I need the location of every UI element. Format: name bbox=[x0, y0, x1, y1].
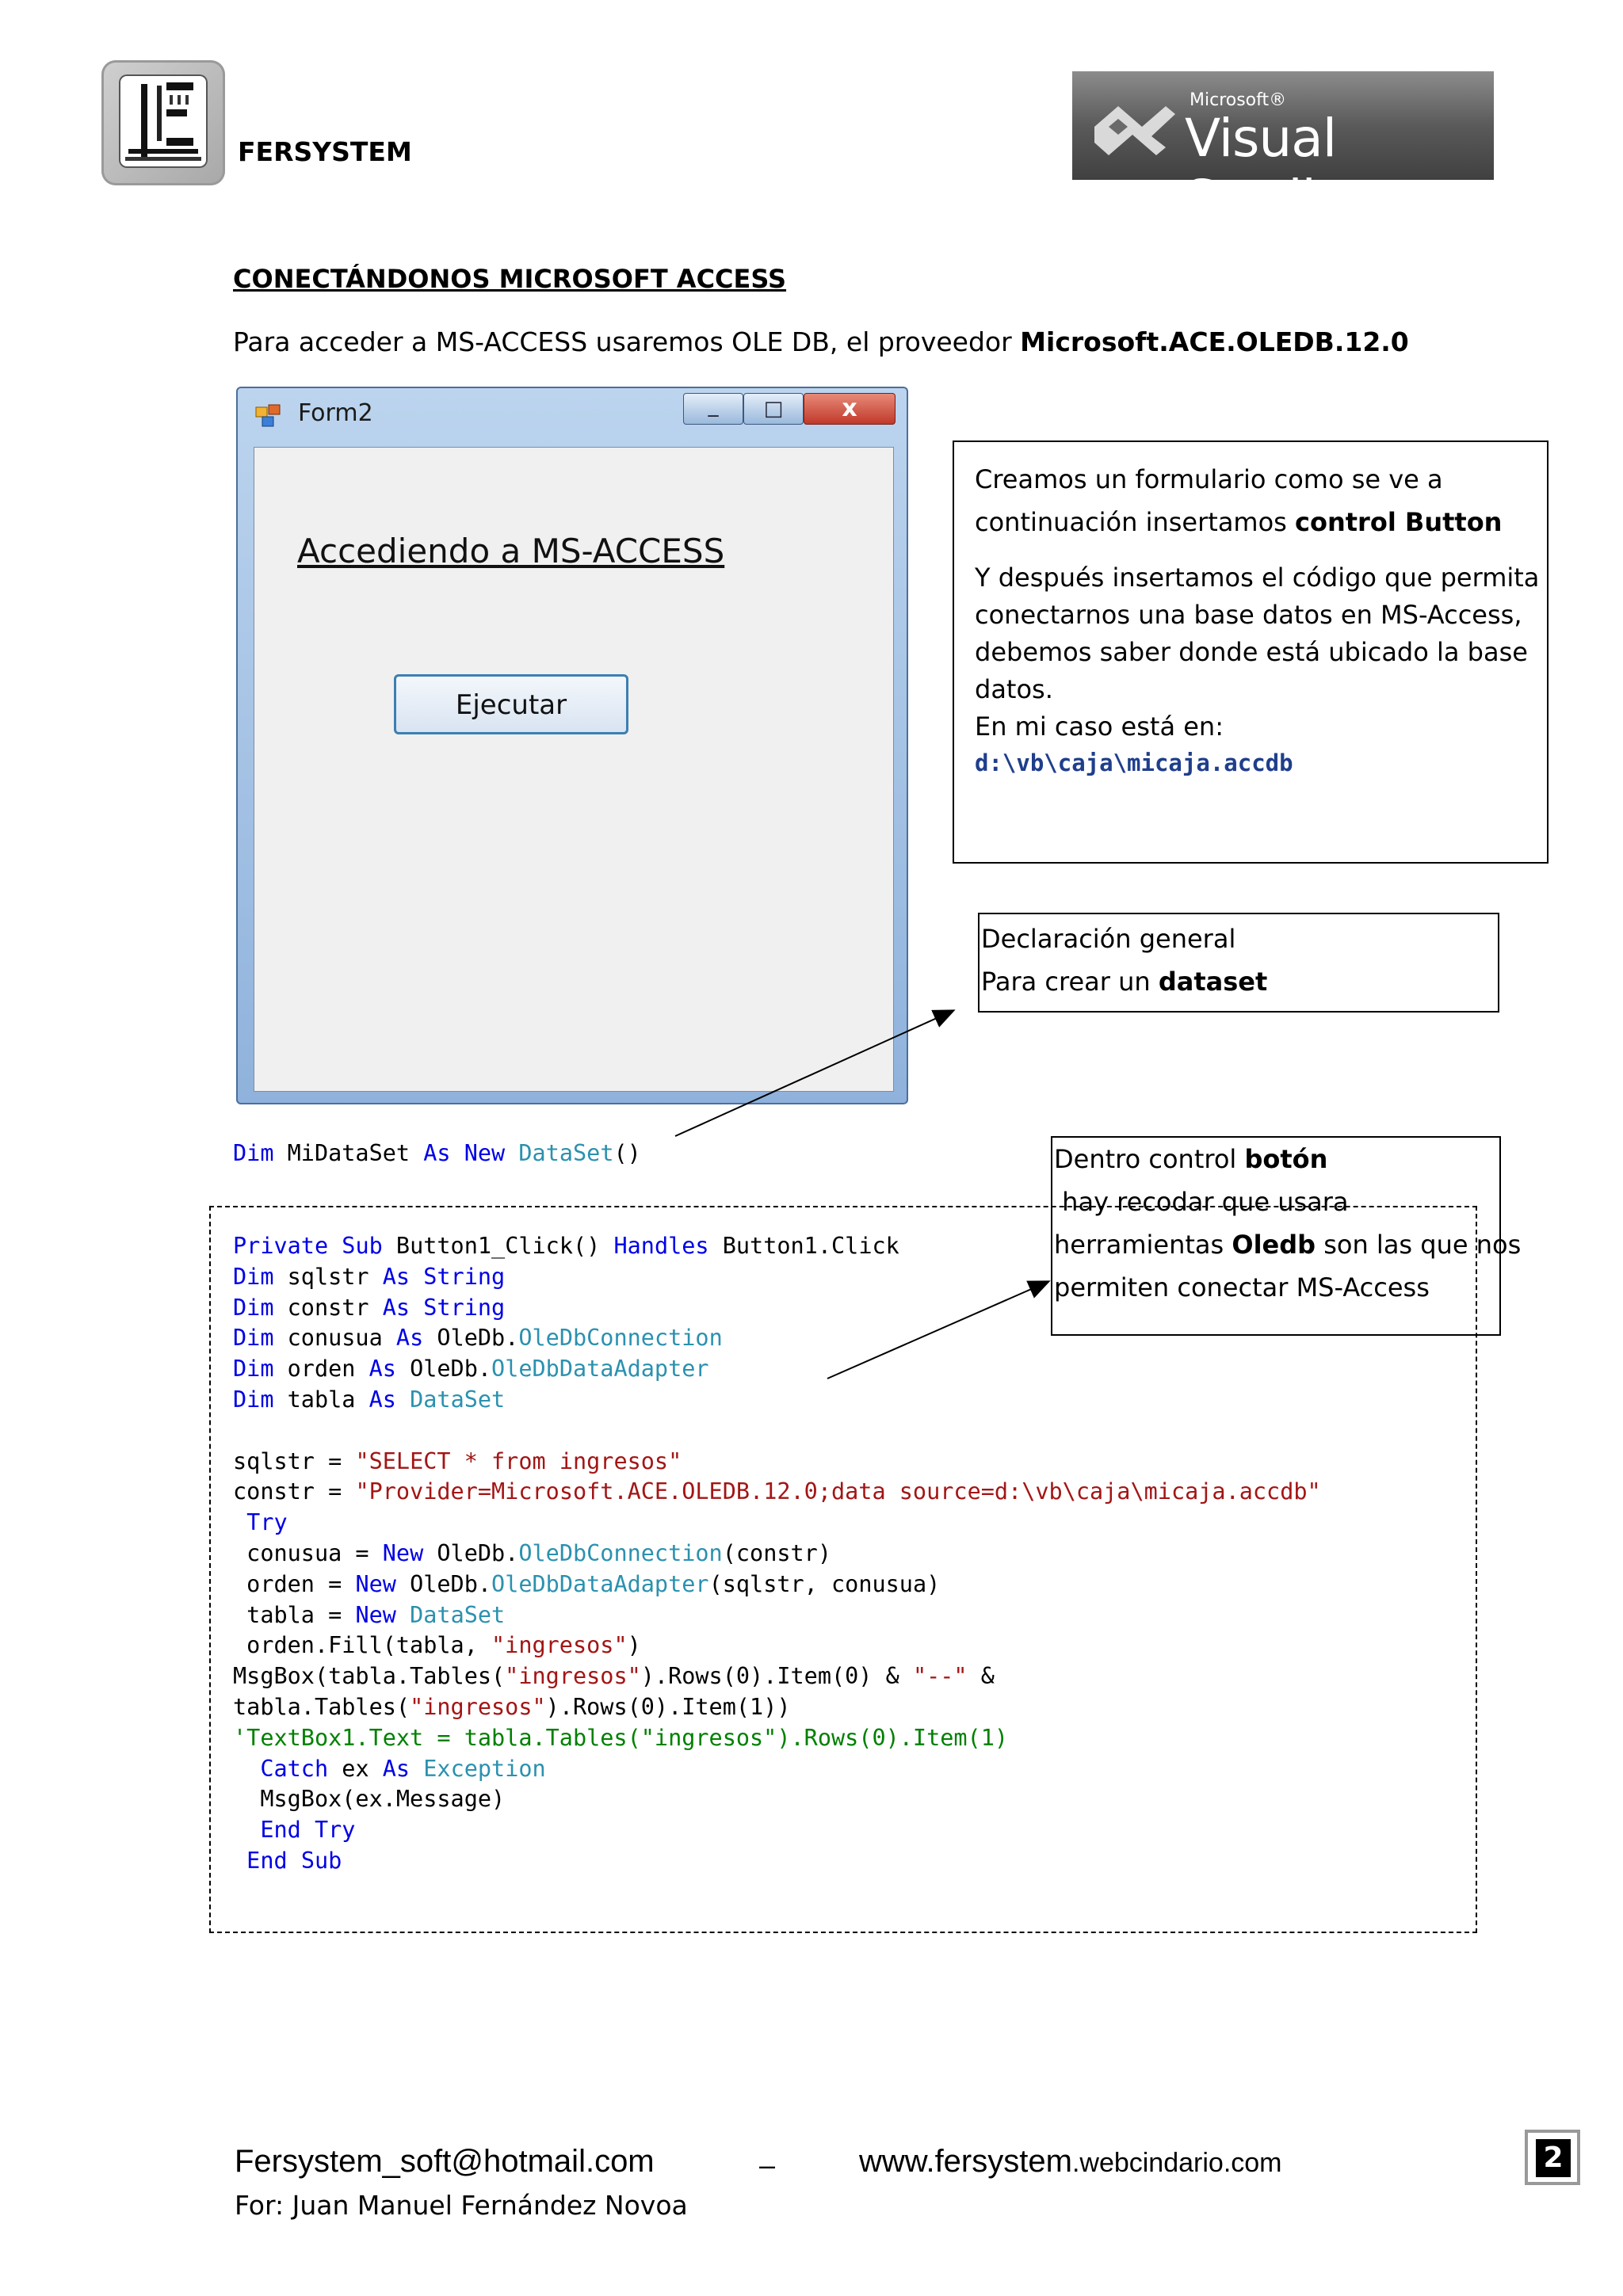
code-text: MsgBox(ex.Message) bbox=[233, 1786, 506, 1813]
note2-line2-bold: dataset bbox=[1158, 967, 1268, 997]
microsoft-wordmark: Microsoft® bbox=[1190, 90, 1287, 110]
code-text: constr bbox=[273, 1294, 383, 1321]
code-text bbox=[233, 1848, 246, 1874]
code-line bbox=[233, 1815, 1321, 1846]
note3-line4: permiten conectar MS-Access bbox=[1054, 1272, 1430, 1302]
code-text: tabla.Tables( bbox=[233, 1693, 411, 1720]
code-text: OleDb. bbox=[395, 1356, 492, 1383]
kw: As bbox=[382, 1263, 411, 1290]
code-line bbox=[233, 1630, 1321, 1661]
kw: End bbox=[260, 1817, 301, 1844]
code-text bbox=[396, 1386, 410, 1413]
code-line bbox=[233, 1569, 1321, 1600]
code-text bbox=[233, 1756, 260, 1782]
code-blank-line bbox=[233, 1416, 1321, 1447]
code-text: OleDb. bbox=[423, 1539, 519, 1566]
code-line bbox=[233, 1754, 1321, 1785]
footer-separator: – bbox=[759, 2149, 776, 2181]
code-line bbox=[233, 1784, 1321, 1815]
string: "ingresos" bbox=[505, 1663, 641, 1690]
code-text: (sqlstr, conusua) bbox=[708, 1570, 941, 1597]
form-title: Form2 bbox=[298, 399, 373, 427]
code-text bbox=[396, 1602, 410, 1628]
minimize-icon: _ bbox=[708, 394, 719, 418]
comment: 'TextBox1.Text = tabla.Tables("ingresos").Rows(0).Item(1) bbox=[233, 1724, 1009, 1751]
kw: Try bbox=[246, 1509, 288, 1536]
maximize-icon: □ bbox=[763, 397, 784, 421]
note1-p2-line2: conectarnos una base datos en MS-Access, bbox=[975, 600, 1522, 630]
kw: String bbox=[423, 1263, 506, 1290]
code-text: sqlstr bbox=[273, 1263, 383, 1290]
code-text bbox=[301, 1817, 315, 1843]
code-line bbox=[233, 1508, 1321, 1539]
page-heading: CONECTÁNDONOS MICROSOFT ACCESS bbox=[233, 264, 787, 294]
kw: String bbox=[423, 1294, 506, 1321]
type: DataSet bbox=[518, 1140, 614, 1166]
kw: Handles bbox=[613, 1233, 709, 1259]
code-text bbox=[410, 1295, 423, 1321]
note3-line2: hay recodar que usara bbox=[1054, 1187, 1349, 1217]
code-text: () bbox=[613, 1140, 641, 1166]
code-text bbox=[233, 1509, 246, 1535]
code-text: ).Rows(0).Item(0) & bbox=[640, 1663, 913, 1690]
string: "ingresos" bbox=[410, 1693, 546, 1720]
code-text: MsgBox(tabla.Tables( bbox=[233, 1663, 506, 1690]
code-text: orden = bbox=[233, 1570, 356, 1597]
code-dataset-declaration bbox=[233, 1138, 641, 1169]
type: Exception bbox=[423, 1755, 546, 1782]
code-text: orden.Fill(tabla, bbox=[233, 1632, 492, 1659]
footer-website-domain: .webcindario.com bbox=[1071, 2148, 1282, 2178]
kw: Private bbox=[233, 1233, 329, 1259]
code-text: (constr) bbox=[722, 1539, 832, 1566]
code-line bbox=[233, 1385, 1321, 1416]
code-text: conusua bbox=[273, 1325, 396, 1352]
footer-website bbox=[859, 2144, 1282, 2180]
kw: As bbox=[382, 1294, 411, 1321]
kw: End bbox=[246, 1847, 288, 1874]
note3-line1-text: Dentro control bbox=[1054, 1144, 1245, 1174]
type: OleDbDataAdapter bbox=[491, 1570, 709, 1597]
kw: As bbox=[395, 1325, 424, 1352]
brand-name: FERSYSTEM bbox=[238, 136, 412, 167]
code-line bbox=[233, 1354, 1321, 1385]
close-icon: x bbox=[842, 395, 857, 422]
string: "ingresos" bbox=[491, 1632, 628, 1659]
kw: New bbox=[355, 1601, 396, 1628]
kw: Dim bbox=[233, 1263, 274, 1290]
code-text: MiDataSet bbox=[273, 1140, 424, 1166]
code-line bbox=[233, 1477, 1321, 1508]
code-line bbox=[233, 1692, 1321, 1723]
footer-email: Fersystem_soft@hotmail.com bbox=[235, 2144, 655, 2179]
kw: As bbox=[369, 1386, 396, 1413]
note3-line3-bold: Oledb bbox=[1232, 1230, 1316, 1260]
arrow-to-declaration bbox=[675, 1011, 953, 1136]
form-label: Accediendo a MS-ACCESS bbox=[297, 532, 725, 570]
kw: New bbox=[355, 1570, 396, 1597]
type: OleDbDataAdapter bbox=[491, 1356, 709, 1383]
kw: Sub bbox=[342, 1233, 383, 1259]
kw: New bbox=[382, 1539, 424, 1566]
note3-line3-rest: son las que nos bbox=[1316, 1230, 1522, 1260]
code-text: tabla = bbox=[233, 1601, 356, 1628]
code-line bbox=[233, 1723, 1321, 1754]
code-line bbox=[233, 1447, 1321, 1478]
code-text: & bbox=[967, 1663, 995, 1690]
code-button-click bbox=[233, 1231, 1321, 1877]
code-text: conusua = bbox=[233, 1539, 383, 1566]
database-path: d:\vb\caja\micaja.accdb bbox=[975, 749, 1293, 776]
note1-p2-line4: datos. bbox=[975, 674, 1053, 704]
string: "Provider=Microsoft.ACE.OLEDB.12.0;data source=d:\vb\caja\micaja.accdb" bbox=[355, 1478, 1321, 1505]
type: DataSet bbox=[410, 1601, 506, 1628]
code-text: tabla bbox=[273, 1386, 369, 1413]
kw: As bbox=[423, 1140, 451, 1166]
code-text: Button1.Click bbox=[708, 1233, 899, 1259]
page-number: 2 bbox=[1536, 2139, 1571, 2177]
string: "SELECT * from ingresos" bbox=[355, 1447, 682, 1474]
code-line bbox=[233, 1661, 1321, 1692]
type: DataSet bbox=[410, 1386, 506, 1413]
note1-line2-text: continuación insertamos bbox=[975, 507, 1296, 537]
kw: New bbox=[464, 1140, 506, 1166]
code-text bbox=[233, 1817, 260, 1843]
code-text bbox=[505, 1140, 518, 1166]
code-text: orden bbox=[273, 1356, 369, 1383]
type: OleDbConnection bbox=[518, 1325, 723, 1352]
kw: Catch bbox=[260, 1755, 329, 1782]
kw: Try bbox=[314, 1817, 356, 1844]
code-text: OleDb. bbox=[395, 1570, 492, 1597]
string: "--" bbox=[912, 1663, 968, 1690]
note1-p2-line5: En mi caso está en: bbox=[975, 711, 1224, 742]
code-text bbox=[328, 1233, 342, 1259]
code-line bbox=[233, 1539, 1321, 1569]
page-number-box bbox=[1525, 2130, 1580, 2185]
kw: As bbox=[382, 1755, 411, 1782]
note2-line1: Declaración general bbox=[981, 924, 1236, 954]
code-line bbox=[233, 1600, 1321, 1631]
note1-p2-line1: Y después insertamos el código que permita bbox=[975, 563, 1540, 593]
code-text bbox=[410, 1756, 423, 1782]
code-line bbox=[233, 1231, 1321, 1262]
code-text: OleDb. bbox=[423, 1325, 519, 1352]
note3-line3-text: herramientas bbox=[1054, 1230, 1232, 1260]
note1-line1: Creamos un formulario como se ve a bbox=[975, 464, 1443, 494]
code-text: ) bbox=[627, 1632, 641, 1659]
kw: Sub bbox=[300, 1847, 342, 1874]
kw: Dim bbox=[233, 1294, 274, 1321]
kw: As bbox=[369, 1356, 396, 1383]
type: OleDbConnection bbox=[518, 1539, 723, 1566]
intro-text: Para acceder a MS-ACCESS usaremos OLE DB, el proveedor bbox=[233, 326, 1021, 357]
code-text: Button1_Click() bbox=[382, 1233, 614, 1259]
code-text bbox=[288, 1848, 301, 1874]
code-text: ex bbox=[328, 1755, 383, 1782]
ejecutar-button[interactable]: Ejecutar bbox=[394, 674, 628, 734]
note1-p2-line3: debemos saber donde está ubicado la base bbox=[975, 637, 1528, 667]
code-line bbox=[233, 1323, 1321, 1354]
code-text: ).Rows(0).Item(1)) bbox=[545, 1693, 791, 1720]
footer-author: For: Juan Manuel Fernández Novoa bbox=[235, 2190, 688, 2221]
code-line bbox=[233, 1262, 1321, 1293]
code-line bbox=[233, 1846, 1321, 1877]
kw: Dim bbox=[233, 1325, 274, 1352]
note2-line2-text: Para crear un bbox=[981, 967, 1159, 997]
kw: Dim bbox=[233, 1356, 274, 1383]
code-text: sqlstr = bbox=[233, 1447, 356, 1474]
code-text bbox=[451, 1140, 464, 1166]
note3-line1-bold: botón bbox=[1244, 1144, 1328, 1174]
code-line bbox=[233, 1293, 1321, 1324]
intro-provider: Microsoft.ACE.OLEDB.12.0 bbox=[1020, 326, 1409, 357]
code-text: constr = bbox=[233, 1478, 356, 1505]
note1-line2-bold: control Button bbox=[1295, 507, 1503, 537]
kw: Dim bbox=[233, 1386, 274, 1413]
kw: Dim bbox=[233, 1140, 274, 1166]
code-text bbox=[410, 1264, 423, 1290]
footer-website-main: www.fersystem bbox=[859, 2144, 1072, 2179]
visual-studio-wordmark: Visual Studio bbox=[1185, 108, 1347, 230]
